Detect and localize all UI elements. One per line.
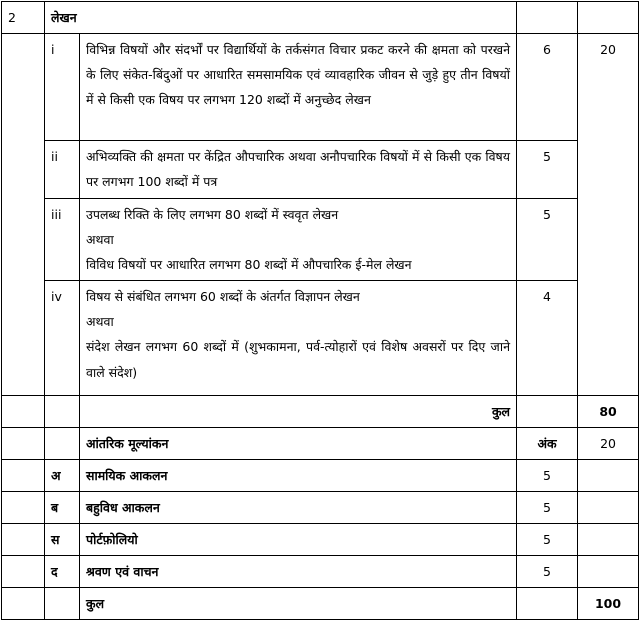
empty-cell <box>578 2 639 34</box>
internal-row <box>2 460 639 492</box>
grand-total-value: 100 <box>578 588 639 620</box>
item-numeral: i <box>45 34 80 141</box>
empty-cell <box>2 588 45 620</box>
internal-row <box>2 524 639 556</box>
internal-label: सामयिक आकलन <box>80 460 517 492</box>
subtotal-value: 80 <box>578 396 639 428</box>
grand-total-label: कुल <box>80 588 517 620</box>
item-marks: 4 <box>517 281 578 396</box>
marks-table <box>1 1 639 620</box>
internal-row <box>2 492 639 524</box>
internal-header-row <box>2 428 639 460</box>
internal-label: पोर्टफ़ोलियो <box>80 524 517 556</box>
item-or-text: अथवा <box>86 314 114 329</box>
item-or-text: अथवा <box>86 232 114 247</box>
subtotal-label: कुल <box>80 396 517 428</box>
internal-letter: ब <box>45 492 80 524</box>
empty-cell <box>578 460 639 492</box>
item-numeral: iv <box>45 281 80 396</box>
item-option-text: उपलब्ध रिक्ति के लिए लगभग 80 शब्दों में स्ववृत लेखन <box>86 207 339 222</box>
internal-total: 20 <box>578 428 639 460</box>
table-row <box>2 141 639 199</box>
item-numeral: ii <box>45 141 80 199</box>
empty-cell <box>45 428 80 460</box>
empty-cell <box>2 428 45 460</box>
empty-cell <box>578 524 639 556</box>
section-title: लेखन <box>45 2 517 34</box>
item-option-text: विषय से संबंधित लगभग 60 शब्दों के अंतर्गत विज्ञापन लेखन <box>86 289 360 304</box>
item-marks: 5 <box>517 199 578 281</box>
item-option-text: संदेश लेखन लगभग 60 शब्दों में (शुभकामना, पर्व-त्योहारों एवं विशेष अवसरों पर दिए जाने वाले संदेश) <box>86 339 511 380</box>
empty-cell <box>45 588 80 620</box>
internal-marks: 5 <box>517 524 578 556</box>
table-row <box>2 281 639 396</box>
internal-marks: 5 <box>517 460 578 492</box>
empty-cell <box>2 34 45 396</box>
item-description: अभिव्यक्ति की क्षमता पर केंद्रित औपचारिक अथवा अनौपचारिक विषयों में से किसी एक विषय पर लगभग 100 शब्दों में पत्र <box>80 141 517 199</box>
internal-marks: 5 <box>517 492 578 524</box>
internal-letter: स <box>45 524 80 556</box>
empty-cell <box>517 2 578 34</box>
empty-cell <box>578 492 639 524</box>
section-number: 2 <box>2 2 45 34</box>
section-header-row <box>2 2 639 34</box>
table-row <box>2 199 639 281</box>
internal-title: आंतरिक मूल्यांकन <box>80 428 517 460</box>
grand-total-row <box>2 588 639 620</box>
empty-cell <box>578 556 639 588</box>
empty-cell <box>2 396 45 428</box>
internal-letter: द <box>45 556 80 588</box>
item-numeral: iii <box>45 199 80 281</box>
empty-cell <box>2 492 45 524</box>
empty-cell <box>517 588 578 620</box>
empty-cell <box>2 556 45 588</box>
section-total-marks: 20 <box>578 34 639 396</box>
item-description-cell <box>80 199 517 281</box>
subtotal-row <box>2 396 639 428</box>
item-marks: 5 <box>517 141 578 199</box>
empty-cell <box>2 460 45 492</box>
table-row <box>2 34 639 141</box>
empty-cell <box>2 524 45 556</box>
item-description-cell <box>80 281 517 396</box>
internal-marks: 5 <box>517 556 578 588</box>
empty-cell <box>45 396 80 428</box>
item-description: विभिन्न विषयों और संदर्भों पर विद्यार्थियों के तर्कसंगत विचार प्रकट करने की क्षमता को परखने के लिए संकेत-बिंदुओं पर आधारित समसामयिक एवं व्यावहारिक जीवन से जुड़े हुए तीन विषयों में से किसी एक विषय पर लगभग 120 शब्दों में अनुच्छेद लेखन <box>80 34 517 141</box>
item-marks: 6 <box>517 34 578 141</box>
internal-letter: अ <box>45 460 80 492</box>
marks-header: अंक <box>517 428 578 460</box>
item-option-text: विविध विषयों पर आधारित लगभग 80 शब्दों में औपचारिक ई-मेल लेखन <box>86 257 412 272</box>
internal-label: श्रवण एवं वाचन <box>80 556 517 588</box>
internal-row <box>2 556 639 588</box>
empty-cell <box>517 396 578 428</box>
internal-label: बहुविध आकलन <box>80 492 517 524</box>
